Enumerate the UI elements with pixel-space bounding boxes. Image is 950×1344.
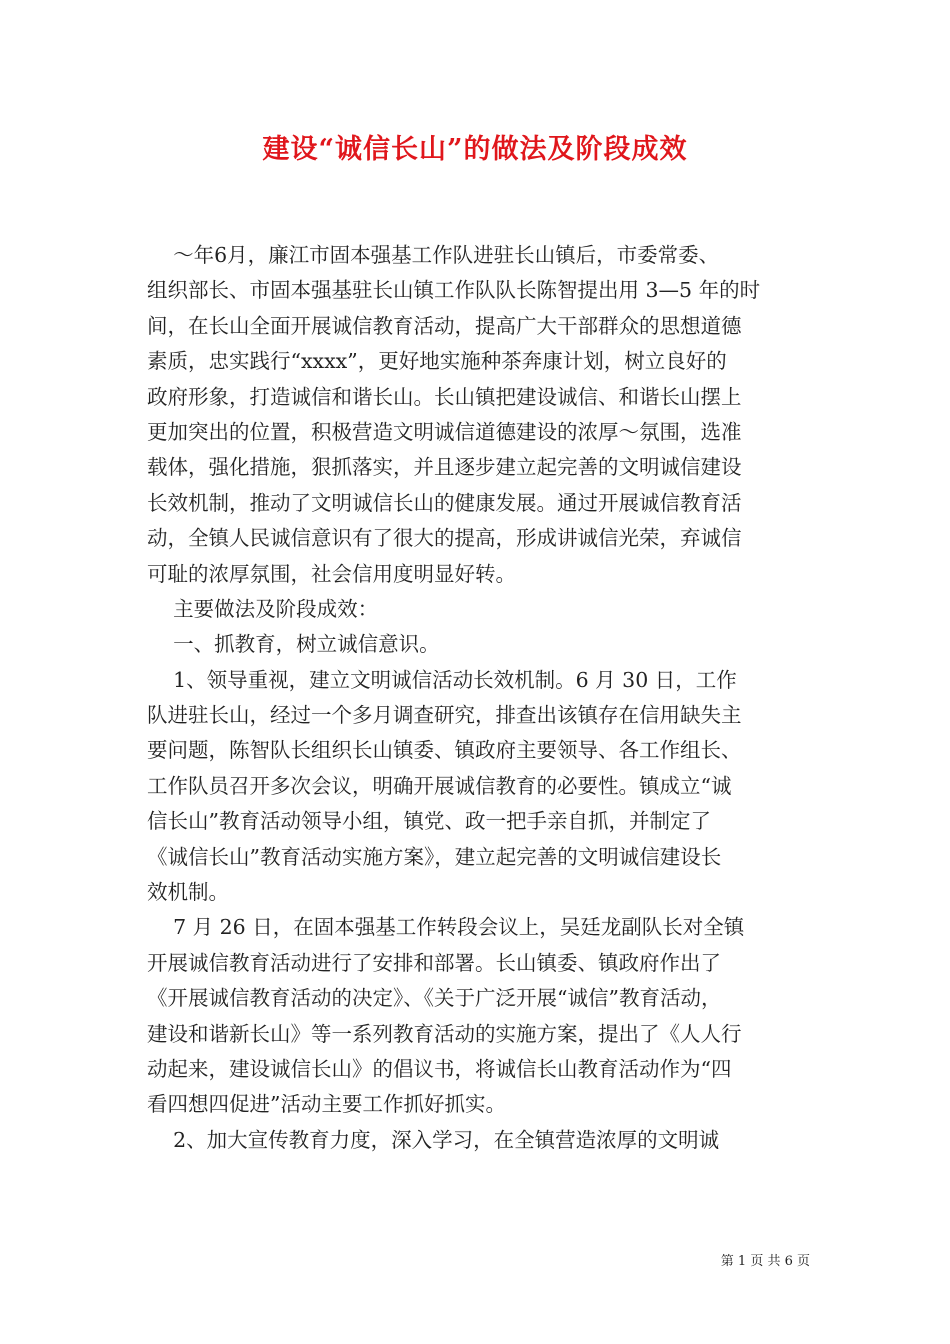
body-line: 队进驻长山，经过一个多月调查研究，排查出该镇存在信用缺失主 xyxy=(147,703,742,728)
body-line: 组织部长、市固本强基驻长山镇工作队队长陈智提出用 3—5 年的时 xyxy=(147,278,761,303)
body-line: 动，全镇人民诚信意识有了很大的提高，形成讲诚信光荣，弃诚信 xyxy=(147,526,742,551)
body-line: 间，在长山全面开展诚信教育活动，提高广大干部群众的思想道德 xyxy=(147,313,742,338)
document-body xyxy=(147,238,807,1158)
body-line: 主要做法及阶段成效： xyxy=(147,596,379,621)
body-line: 政府形象，打造诚信和谐长山。长山镇把建设诚信、和谐长山摆上 xyxy=(147,384,742,409)
body-line: 效机制。 xyxy=(147,880,229,905)
body-line: ～年6月，廉江市固本强基工作队进驻长山镇后，市委常委、 xyxy=(147,243,720,267)
body-line: 动起来，建设诚信长山》的倡议书，将诚信长山教育活动作为“四 xyxy=(147,1056,732,1081)
document-title: 建设“诚信长山”的做法及阶段成效 xyxy=(262,134,688,165)
body-line: 《诚信长山”教育活动实施方案》，建立起完善的文明诚信建设长 xyxy=(147,844,722,869)
body-line: 可耻的浓厚氛围，社会信用度明显好转。 xyxy=(147,561,516,586)
page-footer: 第 1 页 共 6 页 xyxy=(720,1254,810,1269)
body-line: 载体，强化措施，狠抓落实，并且逐步建立起完善的文明诚信建设 xyxy=(147,455,742,480)
body-line: 7 月 26 日，在固本强基工作转段会议上，吴廷龙副队长对全镇 xyxy=(147,915,745,940)
body-line: 建设和谐新长山》等一系列教育活动的实施方案，提出了《人人行 xyxy=(147,1021,742,1046)
body-line: 信长山”教育活动领导小组，镇党、政一把手亲自抓，并制定了 xyxy=(147,809,711,834)
body-line: 2、加大宣传教育力度，深入学习，在全镇营造浓厚的文明诚 xyxy=(147,1127,720,1152)
body-line: 1、领导重视，建立文明诚信活动长效机制。6 月 30 日，工作 xyxy=(147,667,737,692)
body-line: 更加突出的位置，积极营造文明诚信道德建设的浓厚～氛围，选准 xyxy=(147,419,742,444)
body-line: 《开展诚信教育活动的决定》、《关于广泛开展“诚信”教育活动， xyxy=(147,986,722,1011)
body-line: 长效机制，推动了文明诚信长山的健康发展。通过开展诚信教育活 xyxy=(147,490,742,515)
body-line: 一、抓教育，树立诚信意识。 xyxy=(147,632,440,657)
body-line: 要问题，陈智队长组织长山镇委、镇政府主要领导、各工作组长、 xyxy=(147,738,742,763)
body-line: 工作队员召开多次会议，明确开展诚信教育的必要性。镇成立“诚 xyxy=(147,773,732,798)
body-line: 看四想四促进”活动主要工作抓好抓实。 xyxy=(147,1092,506,1117)
body-line: 素质，忠实践行“xxxx”，更好地实施种茶奔康计划，树立良好的 xyxy=(147,349,727,374)
body-line: 开展诚信教育活动进行了安排和部署。长山镇委、镇政府作出了 xyxy=(147,950,721,975)
